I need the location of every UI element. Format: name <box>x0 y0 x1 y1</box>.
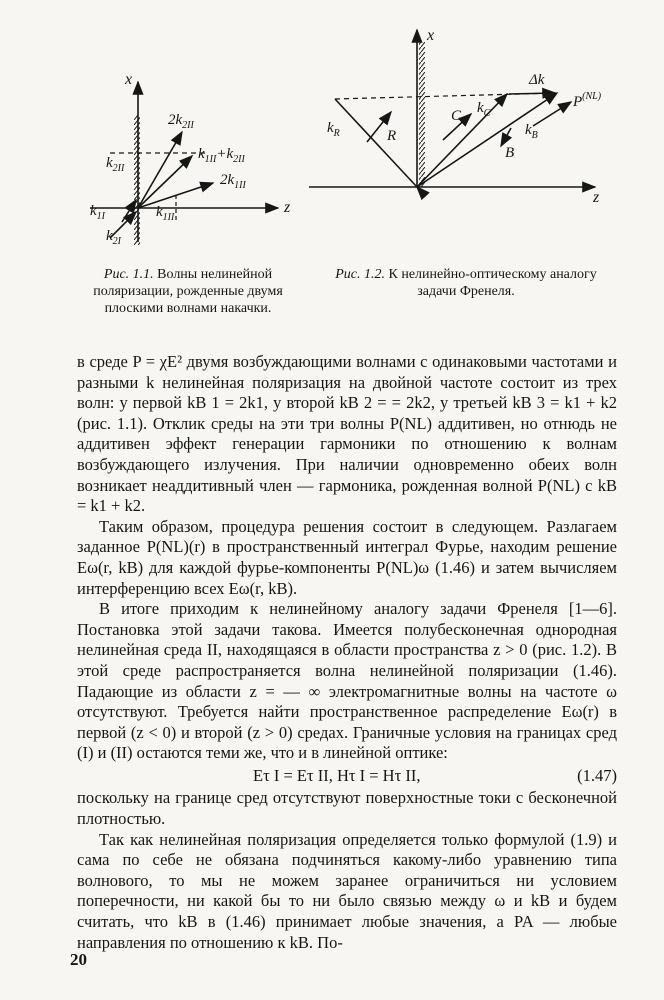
figure-1-2-caption <box>316 266 616 300</box>
equation-body: Eτ I = Eτ II, Hτ I = Hτ II, <box>253 765 421 785</box>
caption-text: Волны нелинейной поляризации, рожденные двумя плоскими волнами накачки. <box>93 267 283 316</box>
label-B: B <box>505 145 515 161</box>
interface-hatching <box>419 42 425 187</box>
vector-B <box>501 128 511 146</box>
figure-1-2-diagram <box>305 22 625 252</box>
interface-hatching <box>134 115 140 245</box>
label-k2I: $k_{2I}$ <box>106 228 122 247</box>
label-R: R <box>387 128 397 144</box>
label-2k1II: $2k_{1II}$ <box>220 172 246 191</box>
label-delta-k: Δk <box>529 72 545 88</box>
axis-z-label: z <box>593 189 600 206</box>
label-kC: $k_C$ <box>477 100 491 119</box>
paragraph-3: В итоге приходим к нелинейному аналогу задачи Френеля [1—6]. Постановка этой задачи такова. Имеется полубесконечная однородная нелинейная среда II, находящаяся в области пространства z > 0 (рис. 1.2). В этой среде распространяется волна нелинейной поляризации (1.46). Падающие из области z = — ∞ электромагнитные волны на частоте ω отсутствуют. Требуется найти пространственное распределение Eω(r) в первой (z < 0) и второй (z > 0) средах. Граничные условия на границах сред (I) и (II) остаются теми же, что и в линейной оптике: <box>77 599 617 763</box>
vector-kC <box>417 94 507 187</box>
paragraph-2: Таким образом, процедура решения состоит в следующем. Разлагаем заданное P(NL)(r) в пространственный интеграл Фурье, находим решение Eω(r, kB) для каждой фурье-компоненты P(NL)ω (1.46) и затем вычисляем интерференцию всех Eω(r, kB). <box>77 516 617 598</box>
axis-x-label: x <box>125 71 133 88</box>
vector-k1II-plus-k2II <box>138 156 192 208</box>
label-k1II-plus-k2II: $k_{1II}+k_{2II}$ <box>198 146 245 165</box>
caption-text: К нелинейно-оптическому аналогу задачи Френеля. <box>388 267 597 299</box>
label-kB: $k_B$ <box>525 122 538 141</box>
figure-1-1 <box>70 60 310 260</box>
page-number: 20 <box>70 950 87 969</box>
axis-x-label: x <box>427 27 435 44</box>
label-kR: $k_R$ <box>327 120 340 139</box>
equation-number: (1.47) <box>577 765 617 785</box>
vector-k2I <box>110 212 136 238</box>
label-k2II: $k_{2II}$ <box>106 155 125 174</box>
paragraph-5: Так как нелинейная поляризация определяется только формулой (1.9) и сама по себе не обязана подчиняться какому-либо уравнению типа волнового, то мы не можем заранее ограничиться ни условием поперечности, ни какой бы то ни было связью между ω и kB и будем считать, что kB в (1.46) принимает любые значения, а PA — любые направления по отношению к kB. По- <box>77 829 617 952</box>
figure-1-1-diagram <box>70 60 310 260</box>
caption-label: Рис. 1.2. <box>335 267 385 282</box>
axis-z-label: z <box>284 199 291 216</box>
label-C: C <box>451 108 462 124</box>
equation-1-47 <box>77 766 617 787</box>
vector-2k2II <box>138 132 182 208</box>
label-2k2II: $2k_{2II}$ <box>168 112 194 131</box>
paragraph-4: поскольку на границе сред отсутствуют поверхностные токи с бесконечной плотностью. <box>77 788 617 829</box>
paragraph-1: в среде P = χE² двумя возбуждающими волнами с одинаковыми частотами и разными k нелинейная поляризация на двойной частоте состоит из трех волн: у первой kB 1 = 2k1, у второй kB 2 = = 2k2, у третьей kB 3 = k1 + k2 (рис. 1.1). Отклик среды на эти три волны P(NL) аддитивен, но отнюдь не аддитивен эффект генерации гармоники по отношению к волнам возбуждающего излучения. При наличии одновременно обеих волн возникает неаддитивный член — гармоника, рожденная волной P(NL) с kB = k1 + k2. <box>77 352 617 516</box>
label-pnl: $P^{(NL)}$ <box>573 91 602 110</box>
body-text <box>77 352 617 953</box>
figure-1-2 <box>305 22 625 252</box>
label-k1II: $k_{1II}$ <box>156 204 175 223</box>
vector-delta-k <box>509 93 555 94</box>
label-k1I: $k_{1I}$ <box>90 203 106 222</box>
vector-kR <box>335 99 417 187</box>
figure-1-1-caption <box>76 266 300 317</box>
caption-label: Рис. 1.1. <box>103 267 154 282</box>
